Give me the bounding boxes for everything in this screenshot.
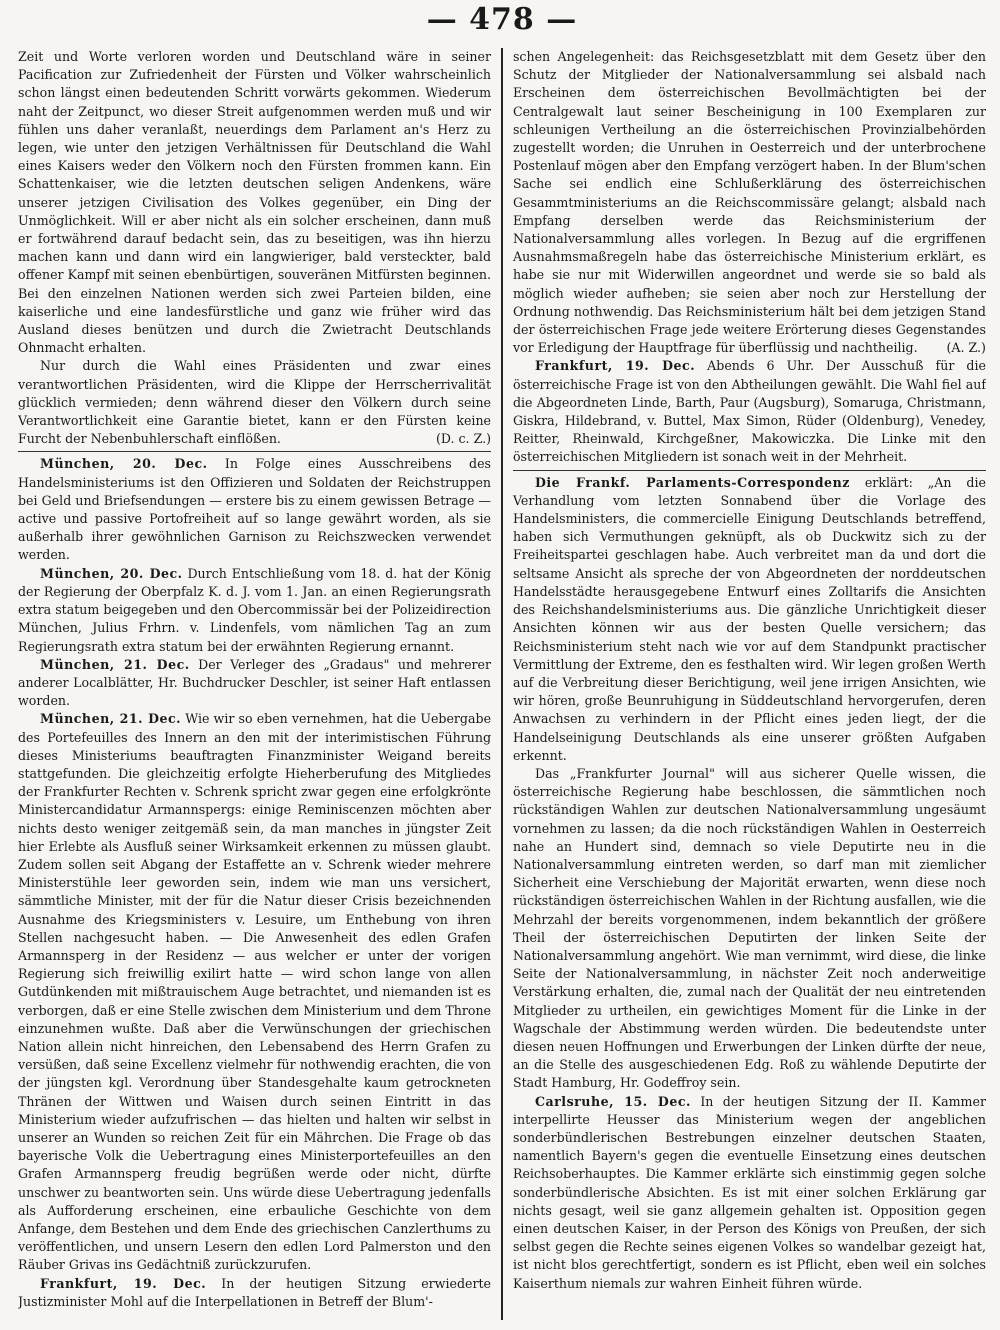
news-text: Der Verleger des „Gradaus" und mehrerer anderer Localblätter, Hr. Buchdrucker Deschler, ist seiner Haft entlassen worden.	[18, 656, 492, 709]
columns	[18, 48, 986, 1320]
news-text: Abends 6 Uhr. Der Ausschuß für die österreichische Frage ist von den Abtheilungen gewählt. Die Wahl fiel auf die Abgeordneten Linde, Barth, Paur (Augsburg), Somaruga, Christmann, Giskra, Hildebrand, v. Buttel, Max Simon, Rüder (Oldenburg), Venedey, Reitter, Rheinwald, Kirchgeßner, Makowiczka. Die Linke mit den österreichischen Mitgliedern ist sonach weit in der Mehrheit.	[512, 358, 986, 465]
news-item	[18, 710, 491, 1274]
news-text: Durch Entschließung vom 18. d. hat der König der Regierung der Oberpfalz K. d. J. vom 1. Jan. an einen Regierungsrath extra statum beigegeben und den Obercommissär bei der Polizeidirection München, Julius Frhrn. v. Lindenfels, vom nämlichen Tag an zum Regierungsrath extra statum bei der erwähnten Regierung ernannt.	[18, 565, 492, 654]
right-column	[503, 48, 986, 1320]
paragraph-text: schen Angelegenheit: das Reichsgesetzblatt mit dem Gesetz über den Schutz der Mitglieder der Nationalversammlung sei alsbald nach Erscheinen dem österreichischen Bevollmächtigten bei der Centralgewalt laut seiner Bescheinigung in 100 Exemplaren zur schleunigen Vertheilung an die österreichischen Provinzialbehörden zugestellt worden; die Unruhen in Oesterreich und der unterbrochene Postenlauf mögen aber den Empfang verzögert haben. In der Blum'schen Sache sei endlich eine Schlußerklärung des österreichischen Gesammtministeriums an die Reichscommissäre gelangt; alsbald nach Empfang derselben werde das Reichsministerium der Nationalversammlung alles vorlegen. In Bezug auf die ergriffenen Ausnahmsmaßregeln habe das österreichische Ministerium erklärt, es habe sie nur mit Widerwillen angeordnet und werde sie so bald als möglich wieder aufheben; sie seien aber noch zur Herstellung der Ordnung nothwendig. Das Reichsministerium hält bei dem jetzigen Stand der österreichischen Frage jede weitere Erörterung dieses Gegenstandes vor Erledigung der Hauptfrage für überflüssig und nachtheilig.	[512, 49, 986, 356]
news-item	[18, 1275, 491, 1311]
dateline: Frankfurt, 19. Dec.	[40, 1275, 207, 1291]
news-item	[513, 474, 986, 765]
dateline: München, 20. Dec.	[40, 565, 183, 581]
news-text: In der heutigen Sitzung erwiederte Justizminister Mohl auf die Interpellationen in Betreff der Blum'-	[18, 1275, 491, 1309]
dateline: München, 20. Dec.	[40, 456, 208, 472]
paragraph-text: Nur durch die Wahl eines Präsidenten und zwar eines verantwortlichen Präsidenten, wird die Klippe der Herrscherrivalität glücklich vermieden; denn während dieser den Völkern durch seine Verantwortlichkeit eine Garantie bietet, kann er den Fürsten keine Furcht der Nebenbuhlerschaft einflößen.	[18, 358, 492, 447]
dateline: Carlsruhe, 15. Dec.	[534, 1093, 691, 1109]
article-paragraph: Das „Frankfurter Journal" will aus sicherer Quelle wissen, die österreichische Regierung habe beschlossen, die sämmtlichen noch rückständigen Wahlen zur deutschen Nationalversammlung ungesäumt vornehmen zu lassen; da die noch rückständigen Wahlen in Oesterreich nahe an Hundert sind, demnach so viele Deputirte neu in die Nationalversammlung eintreten werden, so darf man mit ziemlicher Sicherheit eine Verschiebung der Majorität erwarten, wenn diese noch rückständigen österreichischen Wahlen in der Richtung ausfallen, wie die Mehrzahl der bereits vorgenommenen, indem bekanntlich der größere Theil der österreichischen Deputirten der linken Seite der Nationalversammlung angehört. Wie man vernimmt, wird diese, die linke Seite der Nationalversammlung, in nächster Zeit noch anderweitige Verstärkung erhalten, die, zumal nach der Qualität der neu eintretenden Mitglieder zu urtheilen, ein gewichtiges Moment für die Linke in der Wagschale der Abstimmung werden würden. Die bedeutendste unter diesen neuen Hoffnungen und Erwerbungen der Linken dürfte der neue, an die Stelle des ausgeschiedenen Edg. Roß zu wählende Deputirte der Stadt Hamburg, Hr. Godeffroy sein.	[512, 765, 986, 1091]
separator-rule	[513, 470, 986, 471]
news-text: In der heutigen Sitzung der II. Kammer interpellirte Heusser das Ministerium wegen der angeblichen sonderbündlerischen Bestrebungen einzelner deutschen Staaten, namentlich Bayern's gegen die eventuelle Einsetzung eines deutschen Reichsoberhauptes. Die Kammer erklärte sich einstimmig gegen solche sonderbündlerische Absichten. Es ist mit einer solchen Erklärung gar nichts gesagt, weil sie ganz allgemein gehalten ist. Opposition gegen einen deutschen Kaiser, in der Person des Königs von Preußen, der sich selbst gegen die Rechte seines eigenen Volkes so wandelbar gezeigt hat, ist nicht blos gerechtfertigt, sondern es ist Pflicht, eben weil ein solches Kaiserthum niemals zur wahren Einheit führen würde.	[512, 1093, 986, 1291]
dateline: Die Frankf. Parlaments-Correspondenz	[534, 474, 850, 490]
source-signature: (A. Z.)	[946, 340, 986, 356]
article-paragraph	[18, 357, 491, 448]
article-paragraph: Zeit und Worte verloren worden und Deutschland wäre in seiner Pacification zur Zufriedenheit der Fürsten und Völker wahrscheinlich schon längst einen bedeutenden Schritt vorwärts gekommen. Wiederum naht der Zeitpunct, wo dieser Streit aufgenommen werden muß und wir fühlen uns daher veranlaßt, neuerdings dem Parlament an's Herz zu legen, wie unter den jetzigen Verhältnissen für Deutschland die Wahl eines Kaisers weder den Völkern noch den Fürsten frommen kann. Ein Schattenkaiser, wie die letzten deutschen seligen Andenkens, wäre unserer jetzigen Civilisation des Volkes gegenüber, ein Ding der Unmöglichkeit. Will er aber nicht als ein solcher erscheinen, dann muß er fortwährend darauf bedacht sein, das zu beseitigen, was ihn hierzu machen kann und dann wird ein langwieriger, bald versteckter, bald offener Kampf mit seinen ebenbürtigen, souveränen Mitfürsten beginnen. Bei den einzelnen Nationen werden sich zwei Parteien bilden, eine kaiserliche und eine landesfürstliche und ganz wie früher wird das Ausland dieses benützen und durch die Zwietracht Deutschlands Ohnmacht erhalten.	[18, 49, 492, 356]
separator-rule	[18, 451, 491, 452]
news-text: erklärt: „An die Verhandlung vom letzten Sonnabend über die Vorlage des Handelsministers, die commercielle Einigung Deutschlands betreffend, haben sich Vermuthungen geknüpft, als ob Duckwitz sich zu der Freiheitspartei geschlagen habe. Auch verbreitet man da und dort die seltsame Ansicht als spreche der von Abgeordneten der norddeutschen Handelsstädte herausgegebene Entwurf eines Zolltarifs die Ansichten des Reichshandelsministeriums aus. Die gänzliche Unrichtigkeit dieser Ansichten können wir aus der besten Quelle versichern; das Reichsministerium steht nach wie vor auf dem Standpunkt practischer Vermittlung der Extreme, den es festhalten wird. Wir legen großen Werth auf die Verbreitung dieser Berichtigung, weil jene irrigen Ansichten, wie wir hören, große Beunruhigung in Süddeutschland hervorgerufen, deren Anwachsen zu verhindern in der Pflicht eines jeden liegt, der die Handelseinigung Deutschlands als eine unserer größten Aufgaben erkennt.	[512, 474, 986, 763]
news-item	[18, 565, 491, 656]
article-paragraph	[513, 48, 986, 357]
news-item	[18, 455, 491, 564]
dateline: München, 21. Dec.	[40, 711, 182, 727]
dateline: München, 21. Dec.	[40, 656, 190, 672]
news-item	[18, 656, 491, 711]
page-number: — 478 —	[426, 2, 578, 37]
news-text: Wie wir so eben vernehmen, hat die Uebergabe des Portefeuilles des Innern an den mit der interimistischen Führung dieses Ministeriums beauftragten Finanzminister Weigand bereits stattgefunden. Die gleichzeitig erfolgte Hieherberufung des Mitgliedes der Frankfurter Rechten v. Schrenk spricht zwar gegen eine erfolgkrönte Ministercandidatur Armannspergs: einige Reminiscenzen möchten aber nichts desto weniger zeitgemäß sein, da man manches in jüngster Zeit hier Erlebte als Ausfluß seiner Wirksamkeit erkennen zu müssen glaubt. Zudem sollen seit Abgang der Estaffette an v. Schrenk wieder mehrere Ministerstühle leer geworden sein, indem wie man uns versichert, sämmtliche Minister, mit der für die Natur dieser Crisis bezeichnenden Ausnahme des Kriegsministers v. Lesuire, um Enthebung von ihren Stellen nachgesucht haben. — Die Anwesenheit des edlen Grafen Armannsperg in der Residenz — aus welcher er unter der vorigen Regierung sich freiwillig exilirt hatte — wird schon lange von allen Gutdünkenden mit mißtrauischem Auge betrachtet, und niemanden ist es verborgen, daß er eine Stelle zwischen dem Ministerium und dem Throne einzunehmen wußte. Daß aber die Verwünschungen der griechischen Nation allein nicht hinreichen, den Lebensabend des Herrn Grafen zu versüßen, daß seine Excellenz vielmehr für nothwendig erachten, die von der jüngsten kgl. Verordnung über Standesgehalte kaum getrockneten Thränen der Wittwen und Waisen durch seinen Eintritt in das Ministerium wieder aufzufrischen — das hielten und halten wir selbst in unserer an Wunden so reichen Zeit für ein Mährchen. Die Frage ob das bayerische Volk die Uebertragung eines Ministerportefeuilles an den Grafen Armannsperg freudig begrüßen werde oder nicht, dürfte unschwer zu beantworten sein. Uns würde diese Uebertragung jedenfalls als Aufforderung erscheinen, eine erbauliche Geschichte von dem Anfange, dem Bestehen und dem Ende des griechischen Canzlerthums zu veröffentlichen, und unsern Lesern den edlen Lord Palmerston und den Räuber Grivas ins Gedächtniß zurückzurufen.	[18, 711, 492, 1273]
news-text: In Folge eines Ausschreibens des Handelsministeriums ist den Offizieren und Soldaten der Reichstruppen bei Geld und Briefsendungen — erstere bis zu einem gewissen Betrage — active und passive Portofreiheit auf so lange gewährt worden, als sie außerhalb ihrer gewöhnlichen Garnison zu Reichszwecken verwendet werden.	[18, 456, 492, 563]
news-item	[513, 1093, 986, 1293]
dateline: Frankfurt, 19. Dec.	[534, 358, 696, 374]
news-item	[513, 357, 986, 466]
left-column	[18, 48, 501, 1320]
source-signature: (D. c. Z.)	[435, 431, 492, 447]
